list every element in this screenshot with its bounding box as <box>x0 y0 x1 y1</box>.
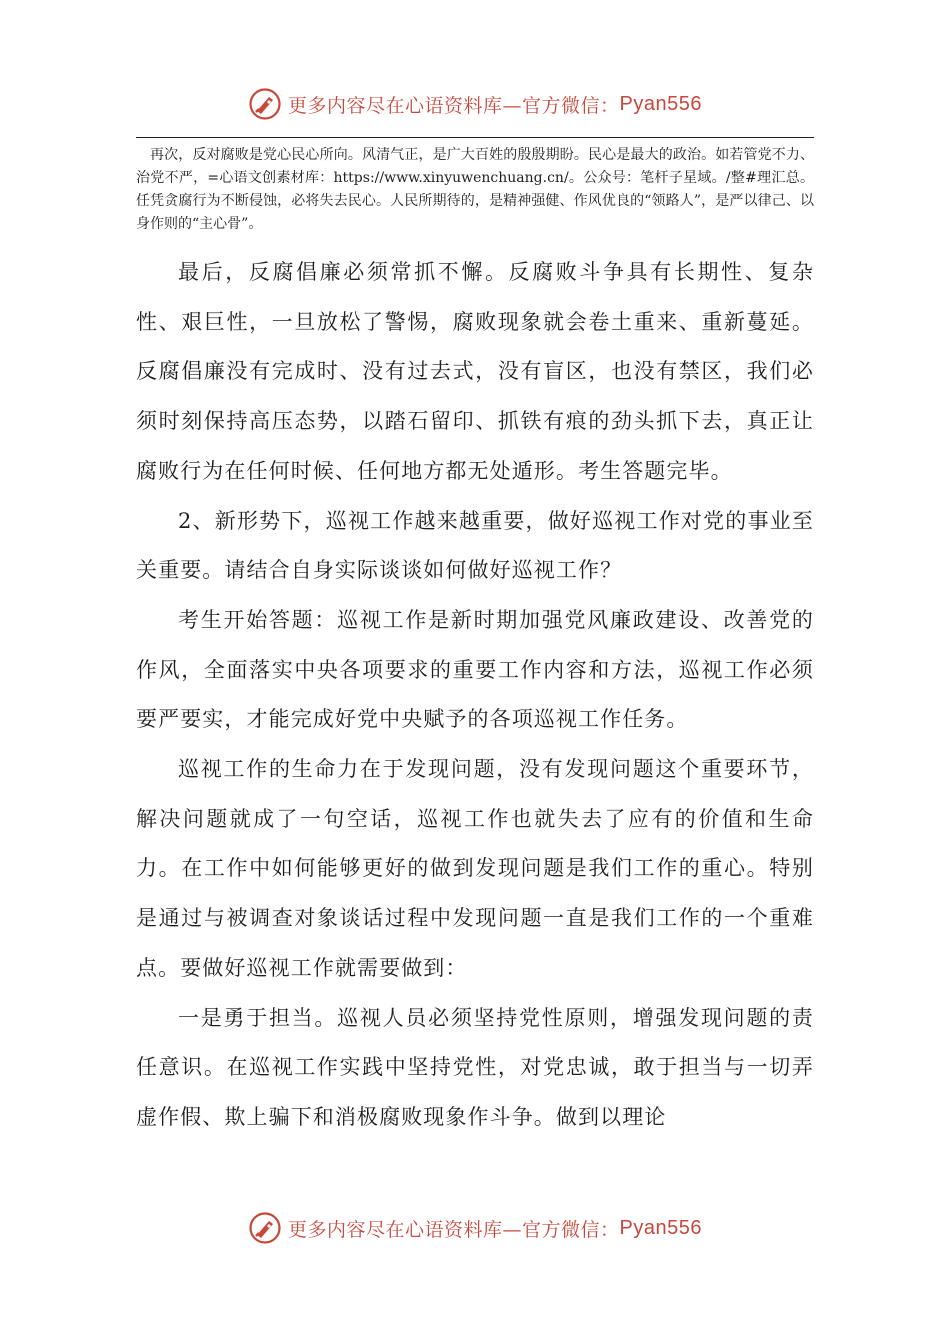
body-text <box>136 248 814 1143</box>
question-paragraph: 2、新形势下，巡视工作越来越重要，做好巡视工作对党的事业至关重要。请结合自身实际谈谈如何做好巡视工作？ <box>136 508 814 583</box>
paragraph: 最后，反腐倡廉必须常抓不懈。反腐败斗争具有长期性、复杂性、艰巨性，一旦放松了警惕，腐败现象就会卷土重来、重新蔓延。反腐倡廉没有完成时、没有过去式，没有盲区，也没有禁区，我们必须时刻保持高压态势，以踏石留印、抓铁有痕的劲头抓下去，真正让腐败行为在任何时候、任何地方都无处遁形。考生答题完毕。 <box>136 260 814 483</box>
intro-paragraph: 再次，反对腐败是党心民心所向。风清气正，是广大百姓的殷殷期盼。民心是最大的政治。如若管党不力、治党不严，=心语文创素材库：https://www.xinyuwenchuang.cn/。公众号：笔杆子星域。/整#理汇总。任凭贪腐行为不断侵蚀，必将失去民心。人民所期待的，是精神强健、作风优良的“领路人”，是严以律己、以身作则的“主心骨”。 <box>136 147 814 232</box>
watermark-wechat-id: Pyan556 <box>619 1216 702 1239</box>
paragraph: 巡视工作的生命力在于发现问题，没有发现问题这个重要环节，解决问题就成了一句空话，巡视工作也就失去了应有的价值和生命力。在工作中如何能够更好的做到发现问题是我们工作的重心。特别是通过与被调查对象谈话过程中发现问题一直是我们工作的一个重难点。要做好巡视工作就需要做到： <box>136 757 814 980</box>
header-rule <box>136 137 814 138</box>
pen-nib-logo-icon <box>248 87 282 121</box>
paragraph: 一是勇于担当。巡视人员必须坚持党性原则，增强发现问题的责任意识。在巡视工作实践中坚持党性，对党忠诚，敢于担当与一切弄虚作假、欺上骗下和消极腐败现象作斗争。做到以理论 <box>136 1005 814 1129</box>
paragraph: 考生开始答题：巡视工作是新时期加强党风廉政建设、改善党的作风，全面落实中央各项要求的重要工作内容和方法，巡视工作必须要严要实，才能完成好党中央赋予的各项巡视工作任务。 <box>136 607 814 732</box>
footer-watermark <box>0 1208 950 1248</box>
watermark-text: 更多内容尽在心语资料库—官方微信： <box>288 94 620 117</box>
intro-block <box>136 144 814 236</box>
pen-nib-logo-icon <box>248 1211 282 1245</box>
watermark-text: 更多内容尽在心语资料库—官方微信： <box>288 1218 620 1241</box>
watermark-wechat-id: Pyan556 <box>619 92 702 115</box>
header-watermark <box>0 84 950 124</box>
